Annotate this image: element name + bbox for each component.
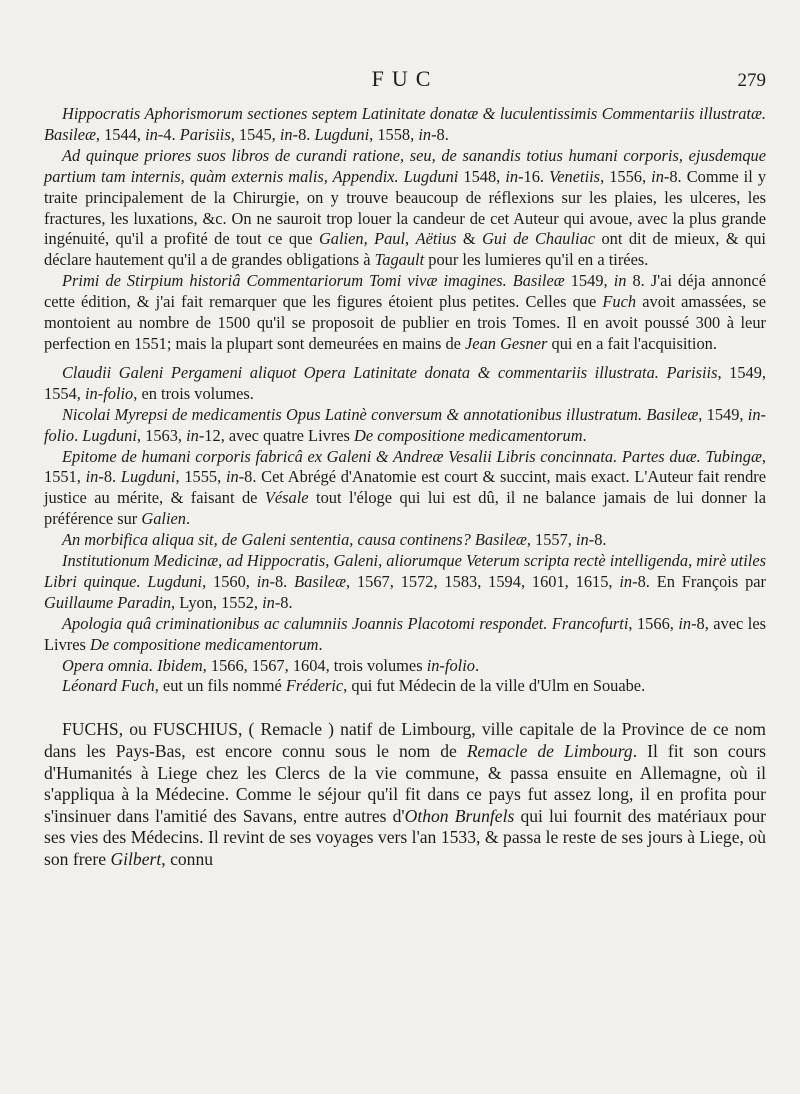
text-run: -8. — [269, 571, 295, 591]
text-run: , 1567, 1572, 1583, 1594, 1601, 1615, — [346, 571, 620, 591]
italic-run: De compositione medicamentorum — [354, 425, 583, 445]
italic-run: Aëtius — [415, 229, 457, 249]
italic-run: Claudii Galeni Pergameni aliquot Opera Latinitate donata & commentariis illustrata. Parisiis — [62, 362, 718, 382]
italic-run: Tagault — [374, 250, 425, 270]
italic-run: Parisiis — [179, 124, 231, 144]
text-run: , 1545, — [230, 124, 280, 144]
italic-run: Guillaume Paradin — [44, 592, 172, 612]
italic-run: in — [678, 613, 692, 633]
text-run: -16. — [518, 166, 550, 186]
text-run: -8. — [431, 124, 449, 144]
bibliography-entry — [44, 447, 766, 531]
italic-run: in — [651, 166, 664, 186]
text-run: pour les lumieres qu'il en a tirées. — [424, 250, 649, 270]
text-run: , eut un fils nommé — [154, 676, 286, 696]
text-run: , 1551, — [44, 446, 766, 487]
text-run: 1548, — [458, 166, 506, 186]
italic-run: De compositione medicamentorum — [89, 634, 319, 654]
italic-run: in-folio — [44, 404, 767, 445]
italic-run: Léonard Fuch — [62, 676, 155, 696]
text-run: , 1557, — [526, 530, 576, 550]
italic-run: in — [619, 571, 633, 591]
bibliography-list — [44, 104, 766, 697]
italic-run: Ad quinque priores suos libros de curandi ratione, seu, de sanandis totius humani corporis, ejusdemque partium tam internis, quàm externis malis, Appendix. Lugduni — [44, 145, 766, 186]
italic-run: in-folio — [84, 383, 134, 403]
italic-run: in — [505, 166, 519, 186]
italic-run: Othon Brunfels — [404, 805, 515, 826]
text-run: -4. — [157, 124, 180, 144]
italic-run: Basileæ — [294, 571, 347, 591]
text-run: . — [74, 425, 83, 445]
italic-run: in — [186, 425, 199, 445]
text-run: 8. J'ai déja annoncé cette édition, & j'ai fait remarquer que les figures étoient plus petites. Celles que — [44, 271, 767, 312]
text-run: . — [474, 655, 480, 675]
bibliography-entry — [44, 146, 766, 271]
italic-run: Opera omnia. Ibidem — [62, 655, 203, 675]
text-run: , 1563, — [136, 425, 187, 445]
bibliography-entry — [44, 363, 766, 405]
text-run: . — [582, 425, 587, 445]
text-run: , en trois volumes. — [133, 383, 254, 403]
text-run: . — [318, 634, 323, 654]
text-run: , 1566, — [628, 613, 679, 633]
italic-run: in — [225, 467, 239, 487]
bibliography-entry — [44, 676, 766, 697]
text-run: -12, avec quatre Livres — [198, 425, 355, 445]
running-header — [44, 66, 766, 100]
italic-run: Vésale — [264, 488, 309, 508]
text-run: -8. En François par — [632, 571, 766, 591]
italic-run: Paul — [374, 229, 406, 249]
text-run: , qui fut Médecin de la ville d'Ulm en Souabe. — [343, 676, 646, 696]
italic-run: in — [575, 530, 589, 550]
text-run: . Il fit son cours d'Humanités à Liege chez les Clercs de la vie commune, & passa ensuite en Allemagne, où il s'appliqua à la Médecine. Comme le séjour qu'il fit dans ce pays fut assez long, il en profita pour s'insinuer dans l'amitié des Savans, entre autres d' — [44, 740, 766, 826]
text-run: -8. — [292, 124, 315, 144]
text-run: . — [186, 509, 191, 529]
text-run: , 1560, — [202, 571, 257, 591]
italic-run: Venetiis — [549, 166, 601, 186]
italic-run: Lugduni — [82, 425, 137, 445]
italic-run: Gilbert — [110, 848, 162, 869]
text-run: , 1558, — [369, 124, 419, 144]
italic-run: Jean Gesner — [465, 333, 548, 353]
italic-run: Apologia quâ criminationibus ac calumniis Joannis Placotomi respondet. Francofurti — [62, 613, 629, 633]
text-run: -8. — [98, 467, 121, 487]
text-run: , — [363, 229, 375, 249]
text-run: ont dit de mieux, & qui déclare hautement qu'il a de grandes obligations à — [44, 229, 766, 270]
text-run: , connu — [161, 848, 214, 869]
italic-run: Remacle de Limbourg — [466, 740, 633, 761]
italic-run: Primi de Stirpium historiâ Commentariorum Tomi vivæ imagines. Basileæ — [62, 271, 565, 291]
italic-run: An morbifica aliqua sit, de Galeni sententia, causa continens? Basileæ — [62, 530, 527, 550]
italic-run: Epitome de humani corporis fabricâ ex Galeni & Andreæ Vesalii Libris concinnata. Partes duæ. Tubingæ — [62, 446, 762, 466]
italic-run: in — [613, 271, 627, 291]
italic-run: Fuch — [602, 292, 637, 312]
bibliography-entry — [44, 104, 766, 146]
bibliography-entry — [44, 614, 766, 656]
italic-run: in — [256, 571, 270, 591]
italic-run: Fréderic — [285, 676, 344, 696]
text-run: , 1549, 1554, — [44, 362, 767, 403]
text-run: , — [405, 229, 416, 249]
italic-run: in — [418, 124, 432, 144]
italic-run: Hippocratis Aphorismorum sectiones septem Latinitate donatæ & luculentissimis Commentariis illustratæ. Basileæ — [44, 104, 766, 144]
italic-run: Lugduni — [120, 467, 176, 487]
text-run: -8. Cet Abrégé d'Anatomie est court & succint, mais exact. L'Auteur fait rendre justice au mérite, & faisant de — [44, 467, 766, 508]
text-run: & — [456, 229, 483, 249]
italic-run: in — [279, 124, 293, 144]
text-run: -8. — [274, 592, 293, 612]
text-run: tout l'éloge qui lui est dû, il ne balance jamais de lui donner la préférence sur — [44, 488, 766, 529]
text-run: , 1549, — [698, 404, 748, 424]
italic-run: Nicolai Myrepsi de medicamentis Opus Latinè conversum & annotationibus illustratum. Basileæ — [62, 404, 699, 424]
text-run: , 1566, 1567, 1604, trois volumes — [202, 655, 427, 675]
bibliography-entry — [44, 530, 766, 551]
italic-run: Institutionum Medicinæ, ad Hippocratis, Galeni, aliorumque Veterum scripta rectè intelligenda, mirè utiles Libri quinque. Lugduni — [44, 551, 766, 591]
bibliography-entry — [44, 551, 766, 614]
bibliography-entry — [44, 405, 766, 447]
italic-run: Gui de Chauliac — [482, 229, 596, 249]
italic-run: in — [262, 592, 275, 612]
italic-run: in — [85, 467, 99, 487]
italic-run: Galien — [318, 229, 364, 249]
text-run: -8, avec les Livres — [44, 613, 767, 654]
text-run: , 1555, — [175, 467, 226, 487]
italic-run: in — [145, 124, 158, 144]
page-number: 279 — [737, 70, 766, 91]
italic-run: Galien — [141, 509, 186, 529]
header-title: FUC — [371, 66, 439, 91]
text-run: qui lui fournit des matériaux pour ses vies des Médecins. Il revint de ses voyages vers l'an 1533, & passa le reste de ses jours à Liege, où son frere — [44, 805, 766, 869]
italic-run: in-folio — [426, 655, 475, 675]
text-run: 1549, — [564, 271, 614, 291]
text-run: qui en a fait l'acquisition. — [547, 333, 717, 353]
bibliography-entry — [44, 271, 766, 355]
text-run: , Lyon, 1552, — [171, 592, 263, 612]
text-run: avoit amassées, se montoient au nombre de 1500 qu'il se proposoit de publier en trois Tomes. Il en avoit poussé 300 à leur perfection en 1551; mais la plupart sont demeurées en mains de — [44, 292, 766, 353]
text-run: , 1556, — [600, 166, 652, 186]
text-run: , 1544, — [95, 124, 146, 144]
text-run: FUCHS, ou FUSCHIUS, ( Remacle ) natif de Limbourg, ville capitale de la Province de ce nom dans les Pays-Bas, est encore connu sous le nom de — [44, 719, 766, 761]
bibliography-entry — [44, 656, 766, 677]
italic-run: Lugduni — [314, 124, 370, 144]
article-fuchs — [44, 719, 766, 870]
text-run: -8. — [588, 530, 607, 550]
text-run: -8. Comme il y traite principalement de la Chirurgie, on y trouve beaucoup de réflexions sur les plaies, les ulceres, les fractures, les luxations, &c. On ne sauroit trop louer la candeur de cet Auteur qui avoue, avec la plus grande ingénuité, qu'il a profité de tout ce que — [44, 166, 767, 249]
